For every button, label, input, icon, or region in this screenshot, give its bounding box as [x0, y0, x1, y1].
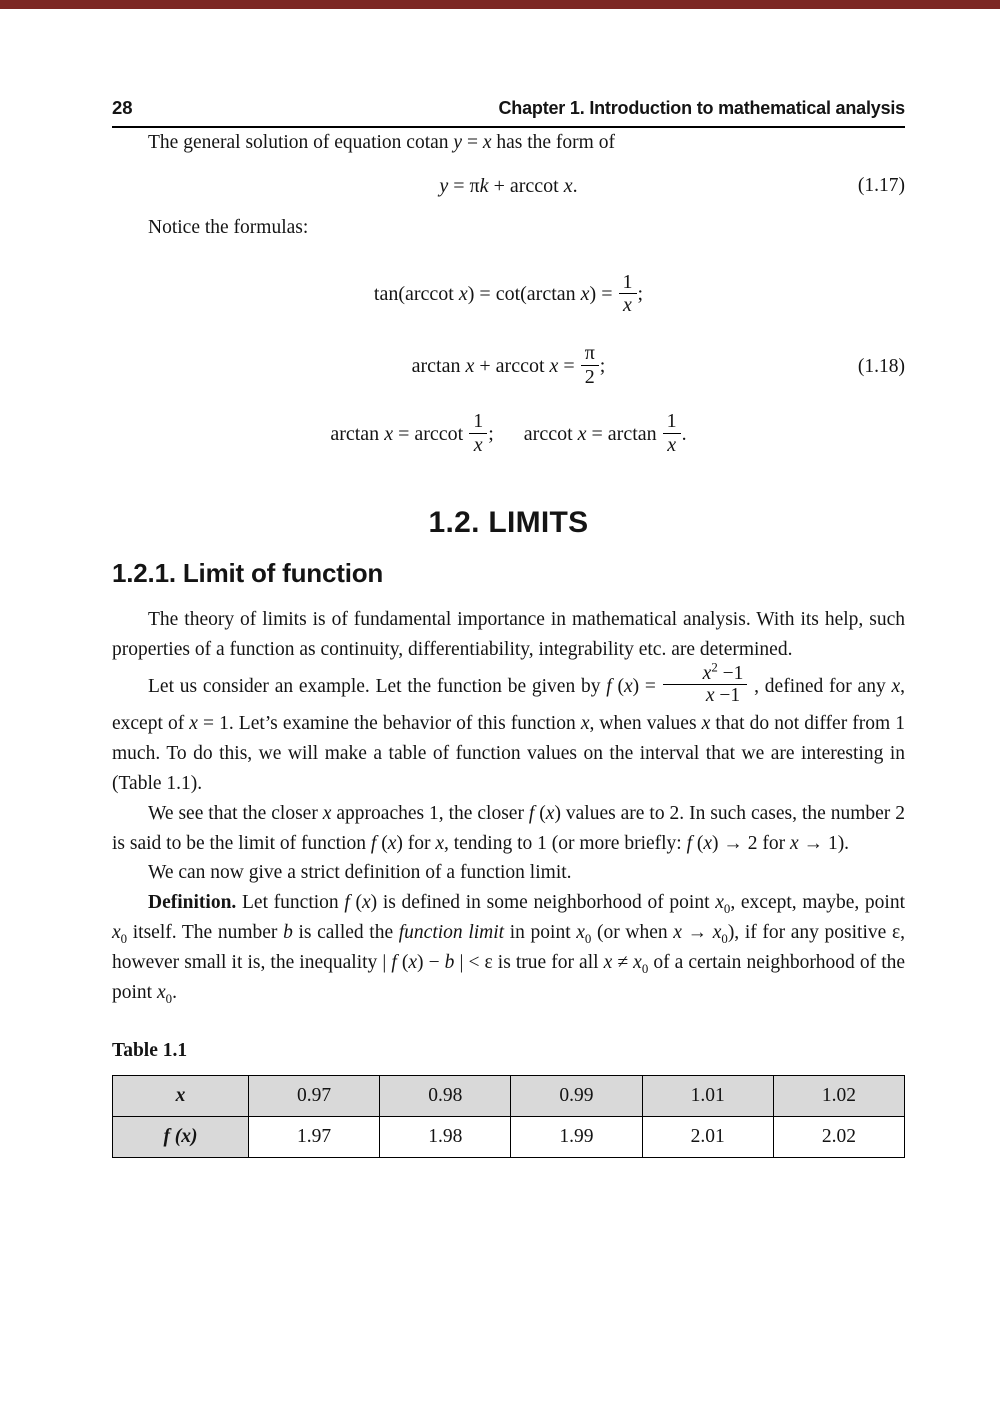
paragraph-theory-of-limits: The theory of limits is of fundamental importance in mathematical analysis. With its help, such properties of a function as continuity, differentiability, integrability etc. are determined. — [112, 609, 905, 660]
paragraph-definition: Definition. Let function f (x) is defined in some neighborhood of point $x_0$, except, maybe, point $x_0$ itself. The number b is called the function limit in point $x_0$ (or when $x \to x_0$), if for any positive ε, however small it is, the inequality | f (x) − b | < ε is true for all $x \ne x_0$ of a certain neighborhood of the point $x_0$. — [112, 892, 906, 1006]
formula-arctan-plus-arccot-body: arctan x + arccot x = $\frac{\pi}{2}$ ; — [411, 342, 606, 388]
values-table — [112, 1075, 905, 1158]
table-cell-x-label: x — [113, 1075, 249, 1116]
equation-number-1-18: (1.18) — [857, 356, 905, 378]
page-number: 28 — [112, 97, 133, 118]
paragraph-example-function: Let us consider an example. Let the function be given by f (x) = $\frac{x^2 -1}{x -1}$ , defined for any x, except of x = 1. Let’s examine the behavior of this function x, when values x that do not differ from 1 much. To do this, we will make a table of function values on the interval that we are interesting in (Table 1.1). — [112, 660, 906, 794]
formula-arctan-plus-arccot — [112, 344, 905, 390]
table-cell: 0.97 — [249, 1075, 380, 1116]
page-content — [112, 0, 905, 1158]
table-cell: 1.01 — [642, 1075, 773, 1116]
table-cell: 1.98 — [380, 1116, 511, 1157]
paragraph-strict-definition-intro: We can now give a strict definition of a function limit. — [148, 862, 572, 884]
table-cell: 2.02 — [773, 1116, 904, 1157]
table-cell: 0.99 — [511, 1075, 642, 1116]
equation-1-17 — [112, 174, 905, 199]
paragraph-notice-formulas: Notice the formulas: — [148, 216, 309, 238]
table-row-fx — [113, 1116, 905, 1157]
section-heading-limits: 1.2. LIMITS — [428, 506, 589, 539]
formula-tan-arccot — [112, 270, 905, 319]
table-cell: 1.02 — [773, 1075, 904, 1116]
formula-reciprocal-identities — [112, 412, 905, 458]
running-head: Chapter 1. Introduction to mathematical analysis — [498, 98, 905, 118]
table-row-x — [113, 1075, 905, 1116]
paragraph-general-solution: The general solution of equation cotan y = x has the form of — [148, 132, 615, 153]
equation-1-17-body: y = πk + arccot x. — [439, 174, 578, 197]
table-cell: 0.98 — [380, 1075, 511, 1116]
formula-reciprocal-identities-body: arctan x = arccot $\frac{1}{x}$ ; arccot x = arctan $\frac{1}{x}$ . — [330, 410, 687, 456]
table-cell-fx-label: f (x) — [113, 1116, 249, 1157]
subsection-heading-limit-of-function: 1.2.1. Limit of function — [112, 558, 384, 588]
table-cell: 2.01 — [642, 1116, 773, 1157]
paragraph-closer-x-approaches: We see that the closer x approaches 1, the closer f (x) values are to 2. In such cases, the number 2 is said to be the limit of function f (x) for x, tending to 1 (or more briefly: f (x) → 2 for x → 1). — [112, 802, 905, 854]
formula-tan-arccot-body: tan(arccot x) = cot(arctan x) = $\frac{1}{x}$ ; — [373, 270, 644, 317]
table-cell: 1.99 — [511, 1116, 642, 1157]
table-cell: 1.97 — [249, 1116, 380, 1157]
table-caption: Table 1.1 — [112, 1039, 188, 1061]
page-header — [112, 97, 905, 128]
equation-number-1-17: (1.17) — [857, 175, 905, 197]
